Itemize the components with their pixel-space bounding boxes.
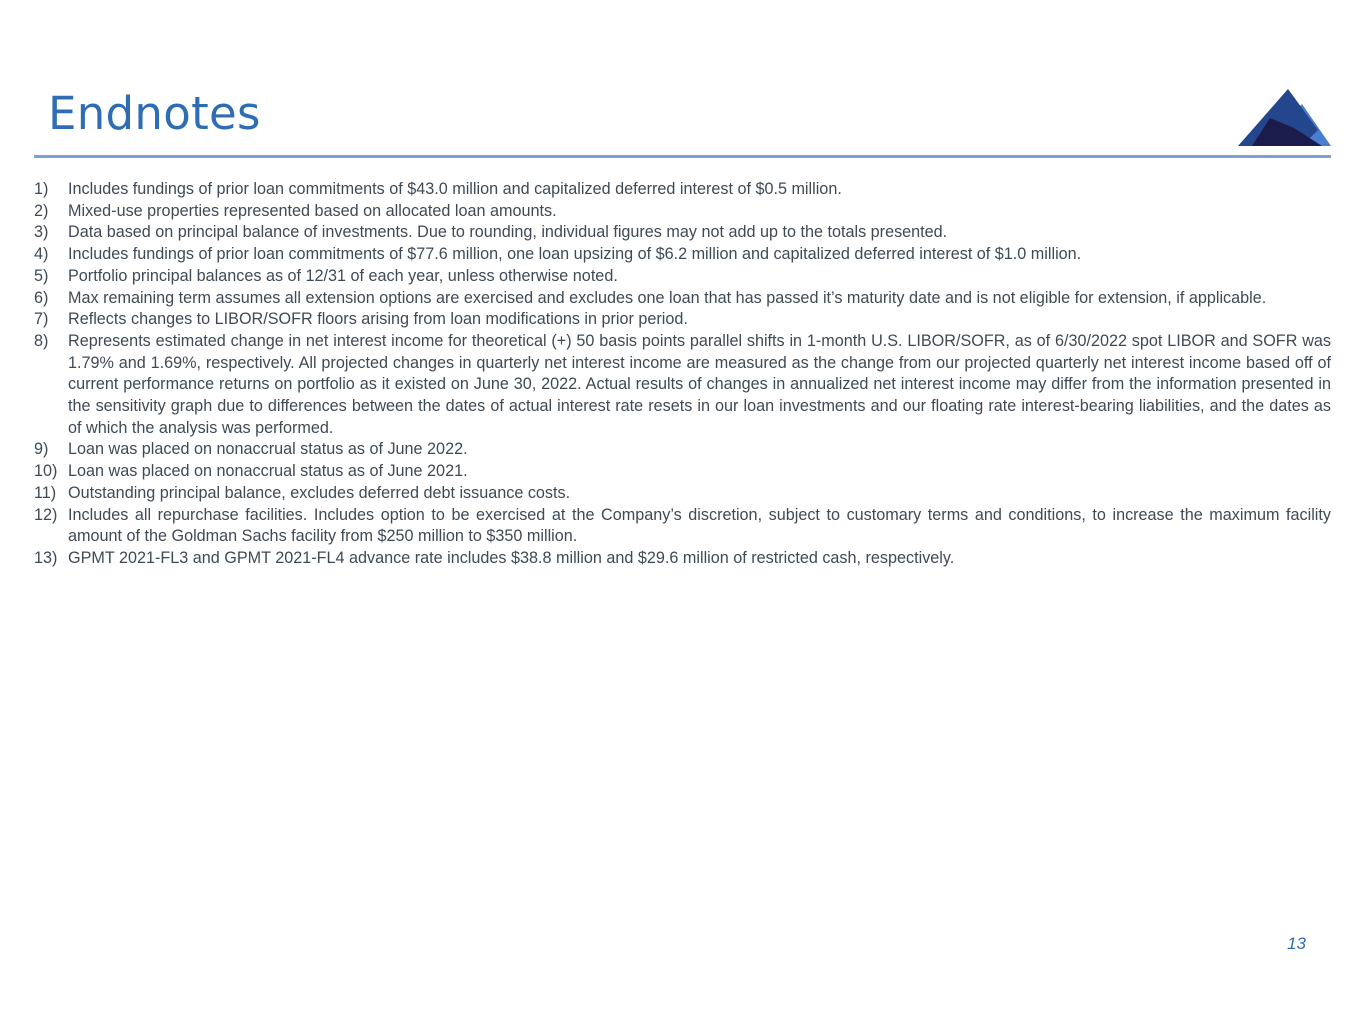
endnote-text: Max remaining term assumes all extension options are exercised and excludes one loan that has passed it’s maturity date and is not eligible for extension, if applicable.	[68, 288, 1267, 307]
endnote-text: Mixed-use properties represented based on allocated loan amounts.	[68, 201, 557, 220]
endnote-text: GPMT 2021-FL3 and GPMT 2021-FL4 advance rate includes $38.8 million and $29.6 million of restricted cash, respectively.	[68, 548, 955, 567]
endnote-item	[34, 201, 1331, 223]
endnote-number: 13)	[34, 548, 58, 567]
endnote-item	[34, 244, 1331, 266]
endnote-number: 3)	[34, 223, 49, 242]
endnote-item	[34, 179, 1331, 201]
endnote-number: 6)	[34, 288, 49, 307]
endnote-text: Portfolio principal balances as of 12/31 of each year, unless otherwise noted.	[68, 266, 618, 285]
mountain-peaks-logo-icon	[1236, 88, 1332, 148]
endnote-number: 2)	[34, 201, 49, 220]
title-divider	[34, 155, 1331, 158]
endnote-text: Includes fundings of prior loan commitments of $43.0 million and capitalized deferred interest of $0.5 million.	[68, 180, 842, 198]
endnote-item	[34, 505, 1331, 548]
endnote-number: 12)	[34, 505, 58, 524]
endnote-text: Represents estimated change in net interest income for theoretical (+) 50 basis points parallel shifts in 1-month U.S. LIBOR/SOFR, as of 6/30/2022 spot LIBOR and SOFR was 1.79% and 1.69%, respectively. All projected changes in quarterly net interest income are measured as the change from our projected quarterly net interest income based off of current performance returns on portfolio as it existed on June 30, 2022. Actual results of changes in annualized net interest income may differ from the information presented in the sensitivity graph due to differences between the dates of actual interest rate resets in our loan investments and our floating rate interest-bearing liabilities, and the dates as of which the analysis was performed.	[68, 331, 1331, 437]
endnote-number: 1)	[34, 180, 49, 198]
endnote-item	[34, 331, 1331, 440]
endnote-text: Includes fundings of prior loan commitments of $77.6 million, one loan upsizing of $6.2 million and capitalized deferred interest of $1.0 million.	[68, 245, 1082, 264]
endnote-number: 5)	[34, 266, 49, 285]
endnote-text: Includes all repurchase facilities. Includes option to be exercised at the Company’s discretion, subject to customary terms and conditions, to increase the maximum facility amount of the Goldman Sachs facility from $250 million to $350 million.	[68, 505, 1331, 546]
endnote-number: 7)	[34, 310, 49, 329]
page-number: 13	[1287, 934, 1306, 953]
endnotes-list	[34, 179, 1331, 570]
endnote-item	[34, 266, 1331, 288]
endnote-item	[34, 309, 1331, 331]
endnote-number: 10)	[34, 462, 58, 481]
endnote-item	[34, 222, 1331, 244]
endnote-text: Data based on principal balance of investments. Due to rounding, individual figures may not add up to the totals presented.	[68, 223, 948, 242]
endnote-text: Outstanding principal balance, excludes deferred debt issuance costs.	[68, 483, 571, 502]
endnote-item	[34, 548, 1331, 570]
page-title: Endnotes	[48, 87, 261, 140]
endnote-number: 11)	[34, 483, 57, 502]
endnote-item	[34, 483, 1331, 505]
endnote-text: Loan was placed on nonaccrual status as of June 2022.	[68, 440, 468, 459]
endnote-item	[34, 439, 1331, 461]
endnote-number: 8)	[34, 331, 49, 350]
endnote-item	[34, 461, 1331, 483]
endnote-text: Reflects changes to LIBOR/SOFR floors arising from loan modifications in prior period.	[68, 310, 688, 329]
endnote-number: 4)	[34, 245, 49, 264]
endnote-number: 9)	[34, 440, 49, 459]
endnote-text: Loan was placed on nonaccrual status as of June 2021.	[68, 462, 468, 481]
endnote-item	[34, 288, 1331, 310]
